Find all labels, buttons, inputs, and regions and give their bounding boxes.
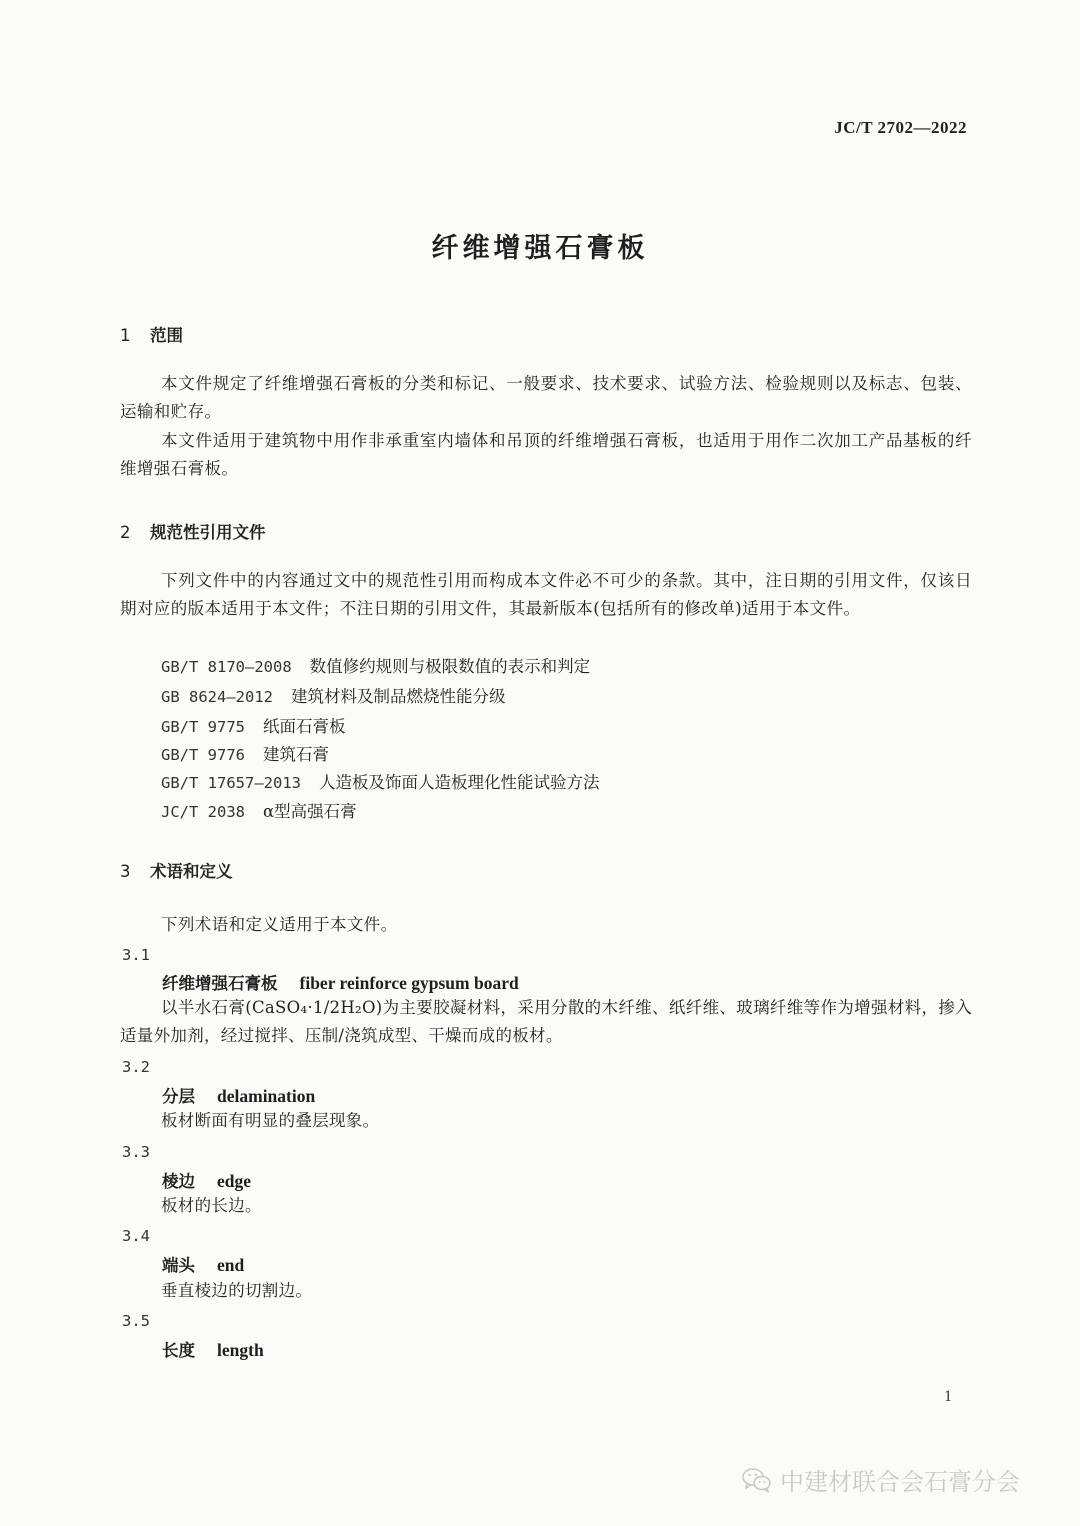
document-title: 纤维增强石膏板	[431, 233, 649, 264]
term-definition: 垂直棱边的切割边。	[161, 1281, 313, 1300]
wechat-icon	[742, 1467, 772, 1493]
reference-item	[161, 683, 505, 711]
section-title: 规范性引用文件	[150, 523, 266, 542]
term-name-en: fiber reinforce gypsum board	[299, 973, 519, 993]
reference-code: JC/T 2038	[161, 803, 245, 821]
reference-item	[161, 798, 357, 826]
section-number: 2	[120, 523, 131, 542]
term-name-en: edge	[217, 1171, 252, 1191]
term-definition: 以半水石膏(CaSO₄·1/2H₂O)为主要胶凝材料，采用分散的木纤维、纸纤维、玻璃纤维等作为增强材料，掺入适量外加剂，经过搅拌、压制/浇筑成型、干燥而成的板材。	[120, 998, 972, 1045]
watermark-text: 中建材联合会石膏分会	[780, 1468, 1020, 1496]
term-number: 3.2	[122, 1058, 150, 1076]
section-heading-terms	[120, 858, 233, 882]
watermark	[742, 1462, 1020, 1497]
references-intro: 下列文件中的内容通过文中的规范性引用而构成本文件必不可少的条款。其中，注日期的引用文件，仅该日期对应的版本适用于本文件；不注日期的引用文件，其最新版本(包括所有的修改单)适用于本文件。	[120, 571, 972, 618]
section-title: 范围	[150, 326, 183, 345]
term-heading	[162, 1337, 264, 1361]
term-number: 3.3	[122, 1143, 150, 1161]
term-heading	[162, 1168, 251, 1192]
reference-title: 数值修约规则与极限数值的表示和判定	[309, 657, 591, 676]
term-definition: 板材断面有明显的叠层现象。	[161, 1111, 380, 1130]
reference-code: GB 8624—2012	[161, 688, 273, 706]
reference-title: α型高强石膏	[263, 802, 357, 821]
term-name-en: length	[217, 1340, 264, 1360]
term-name-zh: 纤维增强石膏板	[162, 974, 278, 993]
terms-intro: 下列术语和定义适用于本文件。	[161, 915, 398, 934]
reference-title: 纸面石膏板	[263, 717, 346, 736]
reference-code: GB/T 9775	[161, 718, 245, 736]
reference-item	[161, 653, 590, 681]
term-number: 3.5	[122, 1312, 150, 1330]
term-number: 3.1	[122, 946, 150, 964]
section-title: 术语和定义	[150, 862, 233, 881]
page-number: 1	[944, 1388, 952, 1405]
term-name-zh: 端头	[162, 1256, 195, 1275]
term-name-zh: 长度	[162, 1341, 195, 1360]
term-heading	[162, 1083, 315, 1107]
reference-code: GB/T 9776	[161, 746, 245, 764]
reference-item	[161, 769, 599, 797]
term-name-zh: 分层	[162, 1087, 195, 1106]
scope-paragraph: 本文件规定了纤维增强石膏板的分类和标记、一般要求、技术要求、试验方法、检验规则以及标志、包装、运输和贮存。	[120, 374, 972, 421]
term-name-en: end	[217, 1255, 245, 1275]
term-heading	[162, 1252, 244, 1276]
section-heading-normative-references	[120, 519, 266, 543]
reference-code: GB/T 17657—2013	[161, 774, 301, 792]
section-heading-scope	[120, 322, 183, 346]
section-number: 1	[120, 326, 131, 345]
section-number: 3	[120, 862, 131, 881]
reference-title: 建筑石膏	[263, 745, 329, 764]
reference-item	[161, 713, 346, 741]
scope-paragraph: 本文件适用于建筑物中用作非承重室内墙体和吊顶的纤维增强石膏板，也适用于用作二次加工产品基板的纤维增强石膏板。	[120, 431, 972, 478]
reference-title: 人造板及饰面人造板理化性能试验方法	[318, 773, 600, 792]
term-number: 3.4	[122, 1227, 150, 1245]
term-definition: 板材的长边。	[161, 1196, 262, 1215]
term-name-en: delamination	[217, 1086, 316, 1106]
term-heading	[162, 970, 519, 994]
reference-code: GB/T 8170—2008	[161, 658, 292, 676]
reference-item	[161, 741, 329, 769]
reference-title: 建筑材料及制品燃烧性能分级	[290, 687, 506, 706]
standard-number: JC/T 2702—2022	[834, 118, 967, 137]
term-name-zh: 棱边	[162, 1172, 195, 1191]
